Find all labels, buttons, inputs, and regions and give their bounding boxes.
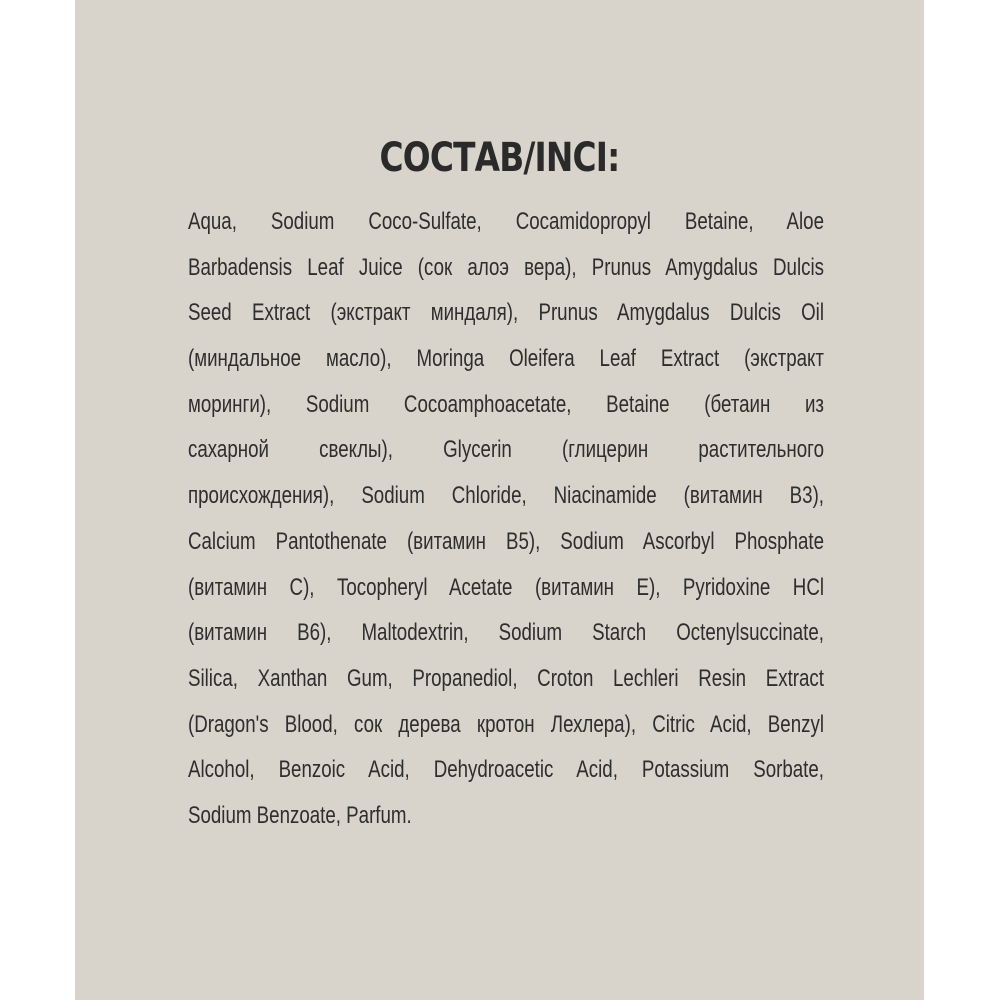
ingredients-line (188, 523, 824, 569)
ingredients-line-text: (миндальное масло), Moringa Oleifera Leaf Extract (экстракт (188, 345, 824, 373)
ingredients-line (188, 386, 824, 432)
ingredients-line (188, 477, 824, 523)
ingredients-line (188, 614, 824, 660)
ingredients-line (188, 431, 824, 477)
ingredients-line-text: Silica, Xanthan Gum, Propanediol, Croton Lechleri Resin Extract (188, 664, 824, 692)
ingredients-line (188, 751, 824, 797)
ingredients-line (188, 569, 824, 615)
ingredients-line-text: Calcium Pantothenate (витамин B5), Sodium Ascorbyl Phosphate (188, 527, 825, 555)
ingredients-line (188, 249, 824, 295)
ingredients-line-text: происхождения), Sodium Chloride, Niacinamide (витамин B3), (188, 482, 825, 510)
ingredients-line-text: сахарной свеклы), Glycerin (глицерин растительного (188, 436, 825, 464)
ingredients-line-text: (Dragon's Blood, сок дерева кротон Лехлера), Citric Acid, Benzyl (188, 710, 825, 738)
ingredients-line (188, 340, 824, 386)
ingredients-line-text: моринги), Sodium Cocoamphoacetate, Betaine (бетаин из (188, 390, 824, 418)
ingredients-line-text: Barbadensis Leaf Juice (сок алоэ вера), Prunus Amygdalus Dulcis (188, 253, 825, 281)
ingredients-line-text: (витамин B6), Maltodextrin, Sodium Starch Octenylsuccinate, (188, 619, 824, 647)
label-panel (75, 0, 924, 1000)
ingredients-line (188, 797, 824, 843)
ingredients-line-text: (витамин С), Tocopheryl Acetate (витамин E), Pyridoxine HCl (188, 573, 824, 601)
ingredients-line-text: Aqua, Sodium Coco-Sulfate, Cocamidopropyl Betaine, Aloe (188, 208, 825, 235)
ingredients-line (188, 294, 824, 340)
ingredients-line (188, 203, 824, 249)
ingredients-line-text: Seed Extract (экстракт миндаля), Prunus Amygdalus Dulcis Oil (188, 299, 825, 327)
composition-title: СОСТАВ/INCI: (379, 135, 620, 181)
ingredients-line-text: Sodium Benzoate, Parfum. (188, 801, 412, 829)
ingredients-line (188, 706, 824, 752)
ingredients-list (188, 203, 824, 843)
ingredients-line-text: Alcohol, Benzoic Acid, Dehydroacetic Acid, Potassium Sorbate, (188, 756, 825, 784)
ingredients-line (188, 660, 824, 706)
